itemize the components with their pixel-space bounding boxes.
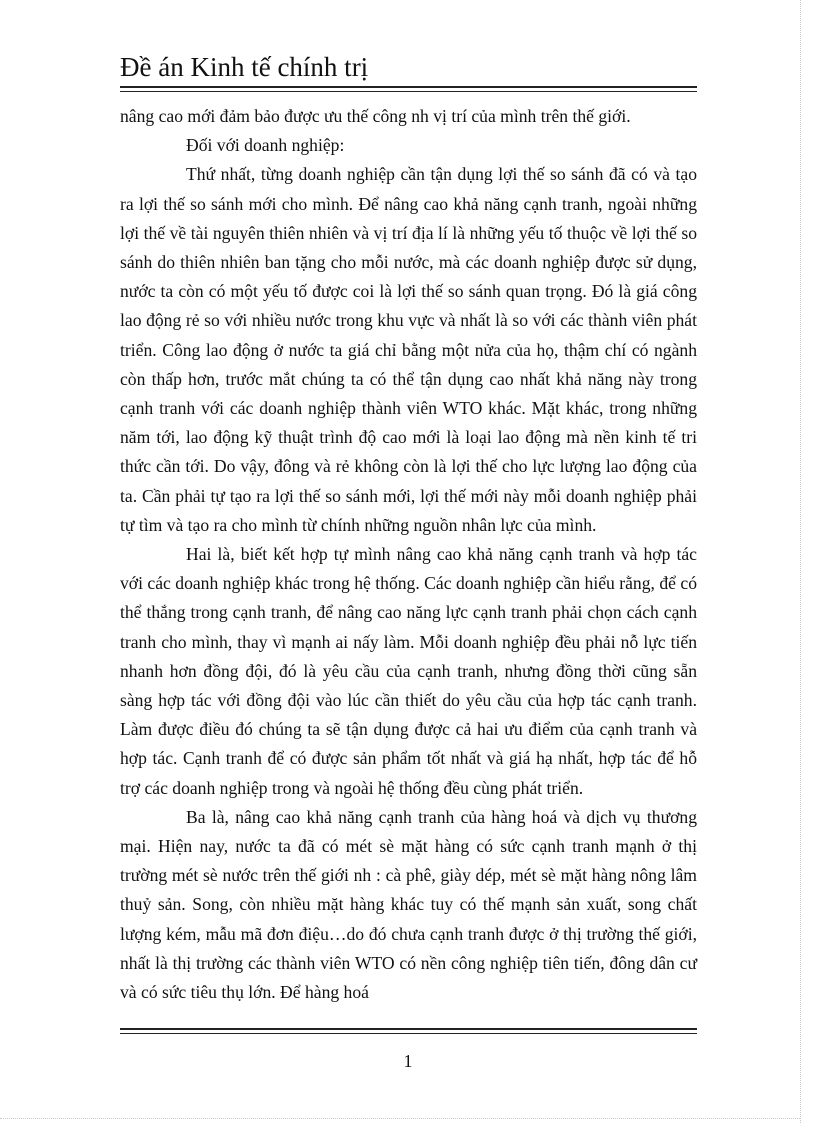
page-number: 1 — [403, 1051, 413, 1071]
footer-divider — [120, 1028, 697, 1034]
paragraph: Hai là, biết kết hợp tự mình nâng cao khả năng cạnh tranh và hợp tác với các doanh nghiệp khác trong hệ thống. Các doanh nghiệp cần hiểu rằng, để có thể thắng trong cạnh tranh, để nâng cao năng lực cạnh tranh phải chọn cách cạnh tranh cho mình, thay vì mạnh ai nấy làm. Mỗi doanh nghiệp đều phải nỗ lực tiến nhanh hơn đồng đội, đó là yêu cầu của cạnh tranh, nhưng đồng thời cũng sẵn sàng hợp tác với đồng đội vào lúc cần thiết do yêu cầu của hợp tác cạnh tranh. Làm được điều đó chúng ta sẽ tận dụng được cả hai ưu điểm của cạnh tranh và hợp tác. Cạnh tranh để có được sản phẩm tốt nhất và giá hạ nhất, hợp tác để hỗ trợ các doanh nghiệp trong và ngoài hệ thống đều cùng phát triển. — [120, 544, 697, 798]
paragraph: Đối với doanh nghiệp: — [186, 135, 345, 156]
paragraph: Thứ nhất, từng doanh nghiệp cần tận dụng lợi thế so sánh đã có và tạo ra lợi thế so sánh mới cho mình. Để nâng cao khả năng cạnh tranh, ngoài những lợi thế về tài nguyên thiên nhiên và vị trí địa lí là những yếu tố thuộc về lợi thế so sánh do thiên nhiên ban tặng cho mỗi nước, mà các doanh nghiệp được sử dụng, nước ta còn có một yếu tố được coi là lợi thế so sánh quan trọng. Đó là giá công lao động rẻ so với nhiều nước trong khu vực và nhất là so với các thành viên phát triển. Công lao động ở nước ta giá chỉ bằng một nửa của họ, thậm chí có ngành còn thấp hơn, trước mắt chúng ta có thể tận dụng cao nhất khả năng này trong cạnh tranh với các doanh nghiệp thành viên WTO khác. Mặt khác, trong những năm tới, lao động kỹ thuật trình độ cao mới là loại lao động mà nền kinh tế tri thức cần tới. Do vậy, đông và rẻ không còn là lợi thế cho lực lượng lao động của ta. Cần phải tự tạo ra lợi thế so sánh mới, lợi thế mới này mỗi doanh nghiệp phải tự tìm và tạo ra cho mình từ chính những nguồn nhân lực của mình. — [120, 164, 697, 535]
paragraph: nâng cao mới đảm bảo được ưu thế công nh vị trí của mình trên thế giới. — [120, 106, 631, 126]
page-header-title: Đề án Kinh tế chính trị — [120, 52, 369, 82]
header-divider — [120, 86, 697, 92]
paragraph: Ba là, nâng cao khả năng cạnh tranh của hàng hoá và dịch vụ thương mại. Hiện nay, nước ta đã có mét sè mặt hàng có sức cạnh tranh mạnh ở thị trường mét sè nước trên thế giới nh : cà phê, giày dép, mét sè mặt hàng nông lâm thuỷ sản. Song, còn nhiều mặt hàng khác tuy có thế mạnh sản xuất, song chất lượng kém, mẫu mã đơn điệu…do đó chưa cạnh tranh được ở thị trường thế giới, nhất là thị trường các thành viên WTO có nền công nghiệp tiên tiến, đông dân cư và có sức tiêu thụ lớn. Để hàng hoá — [120, 806, 697, 1003]
document-body — [120, 102, 697, 1007]
page-edge-right — [800, 0, 801, 1123]
page-edge-bottom — [0, 1118, 800, 1119]
